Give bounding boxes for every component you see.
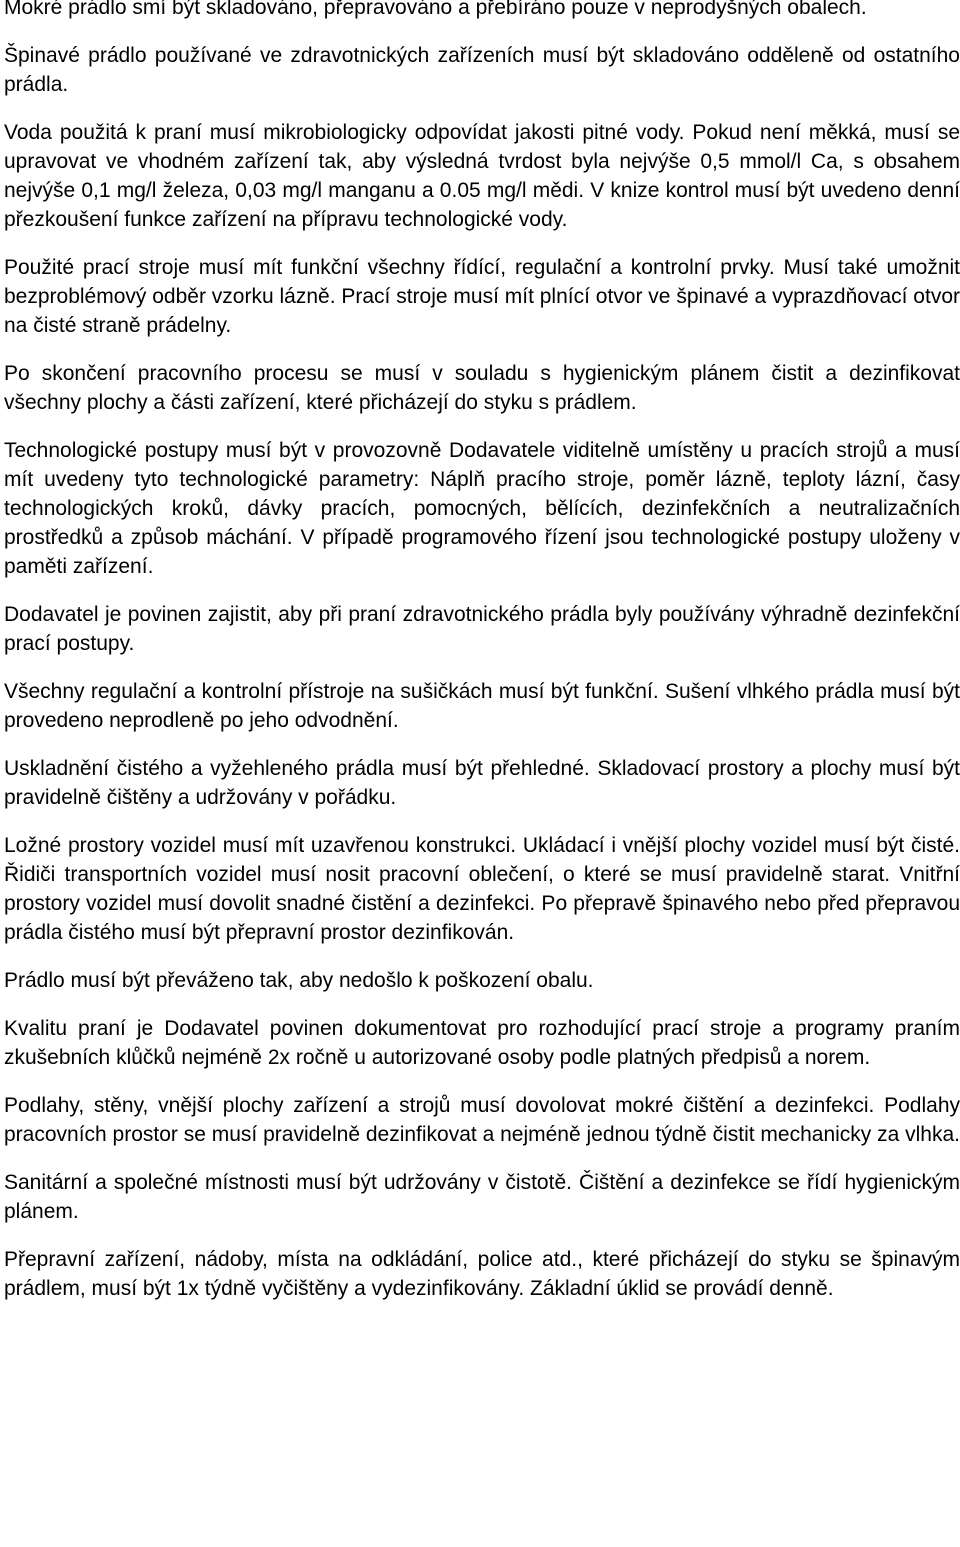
paragraph-dryers: Všechny regulační a kontrolní přístroje na sušičkách musí být funkční. Sušení vlhkého prádla musí být provedeno neprodleně po jeho odvodnění. [4, 680, 960, 732]
paragraph-dirty-laundry: Špinavé prádlo používané ve zdravotnických zařízeních musí být skladováno odděleně od ostatního prádla. [4, 44, 960, 96]
paragraph-washing-quality: Kvalitu praní je Dodavatel povinen dokumentovat pro rozhodující prací stroje a programy praním zkušebních klůčků nejméně 2x ročně u autorizované osoby podle platných předpisů a norem. [4, 1017, 960, 1069]
paragraph-vehicles: Ložné prostory vozidel musí mít uzavřenou konstrukci. Ukládací i vnější plochy vozidel musí být čisté. Řidiči transportních vozidel musí nosit pracovní oblečení, o které se musí pravidelně starat. Vnitřní prostory vozidel musí dovolit snadné čistění a dezinfekci. Po přepravě špinavého nebo před přepravou prádla čistého musí být přepravní prostor dezinfikován. [4, 834, 960, 944]
paragraph-sanitary-rooms: Sanitární a společné místnosti musí být udržovány v čistotě. Čištění a dezinfekce se řídí hygienickým plánem. [4, 1171, 960, 1223]
paragraph-cleaning-after-process: Po skončení pracovního procesu se musí v souladu s hygienickým plánem čistit a dezinfikovat všechny plochy a části zařízení, které přicházejí do styku s prádlem. [4, 362, 960, 414]
paragraph-washing-machines: Použité prací stroje musí mít funkční všechny řídící, regulační a kontrolní prvky. Musí také umožnit bezproblémový odběr vzorku lázně. Prací stroje musí mít plnící otvor ve špinavé a vyprazdňovací otvor na čisté straně prádelny. [4, 256, 960, 337]
paragraph-transport-packaging: Prádlo musí být převáženo tak, aby nedošlo k poškození obalu. [4, 969, 594, 992]
paragraph-wet-laundry: Mokré prádlo smí být skladováno, přepravováno a přebíráno pouze v neprodyšných obalech. [4, 0, 867, 19]
paragraph-floors-walls: Podlahy, stěny, vnější plochy zařízení a strojů musí dovolovat mokré čištění a dezinfekci. Podlahy pracovních prostor se musí pravidelně dezinfikovat a nejméně jednou týdně čistit mechanicky za vlhka. [4, 1094, 960, 1146]
paragraph-technological-procedures: Technologické postupy musí být v provozovně Dodavatele viditelně umístěny u pracích strojů a musí mít uvedeny tyto technologické parametry: Náplň pracího stroje, poměr lázně, teploty lázní, časy technologických kroků, dávky pracích, pomocných, bělících, dezinfekčních a neutralizačních prostředků a způsob máchání. V případě programového řízení jsou technologické postupy uloženy v paměti zařízení. [4, 439, 960, 578]
paragraph-transport-equipment: Přepravní zařízení, nádoby, místa na odkládání, police atd., které přicházejí do styku se špinavým prádlem, musí být 1x týdně vyčištěny a vydezinfikovány. Základní úklid se provádí denně. [4, 1248, 960, 1300]
paragraph-disinfection-procedures: Dodavatel je povinen zajistit, aby při praní zdravotnického prádla byly používány výhradně dezinfekční prací postupy. [4, 603, 960, 655]
document-page [4, 0, 960, 1303]
paragraph-washing-water: Voda použitá k praní musí mikrobiologicky odpovídat jakosti pitné vody. Pokud není měkká, musí se upravovat ve vhodném zařízení tak, aby výsledná tvrdost byla nejvýše 0,5 mmol/l Ca, s obsahem nejvýše 0,1 mg/l železa, 0,03 mg/l manganu a 0.05 mg/l mědi. V knize kontrol musí být uvedeno denní přezkoušení funkce zařízení na přípravu technologické vody. [4, 121, 960, 231]
paragraph-clean-laundry-storage: Uskladnění čistého a vyžehleného prádla musí být přehledné. Skladovací prostory a plochy musí být pravidelně čištěny a udržovány v pořádku. [4, 757, 960, 809]
